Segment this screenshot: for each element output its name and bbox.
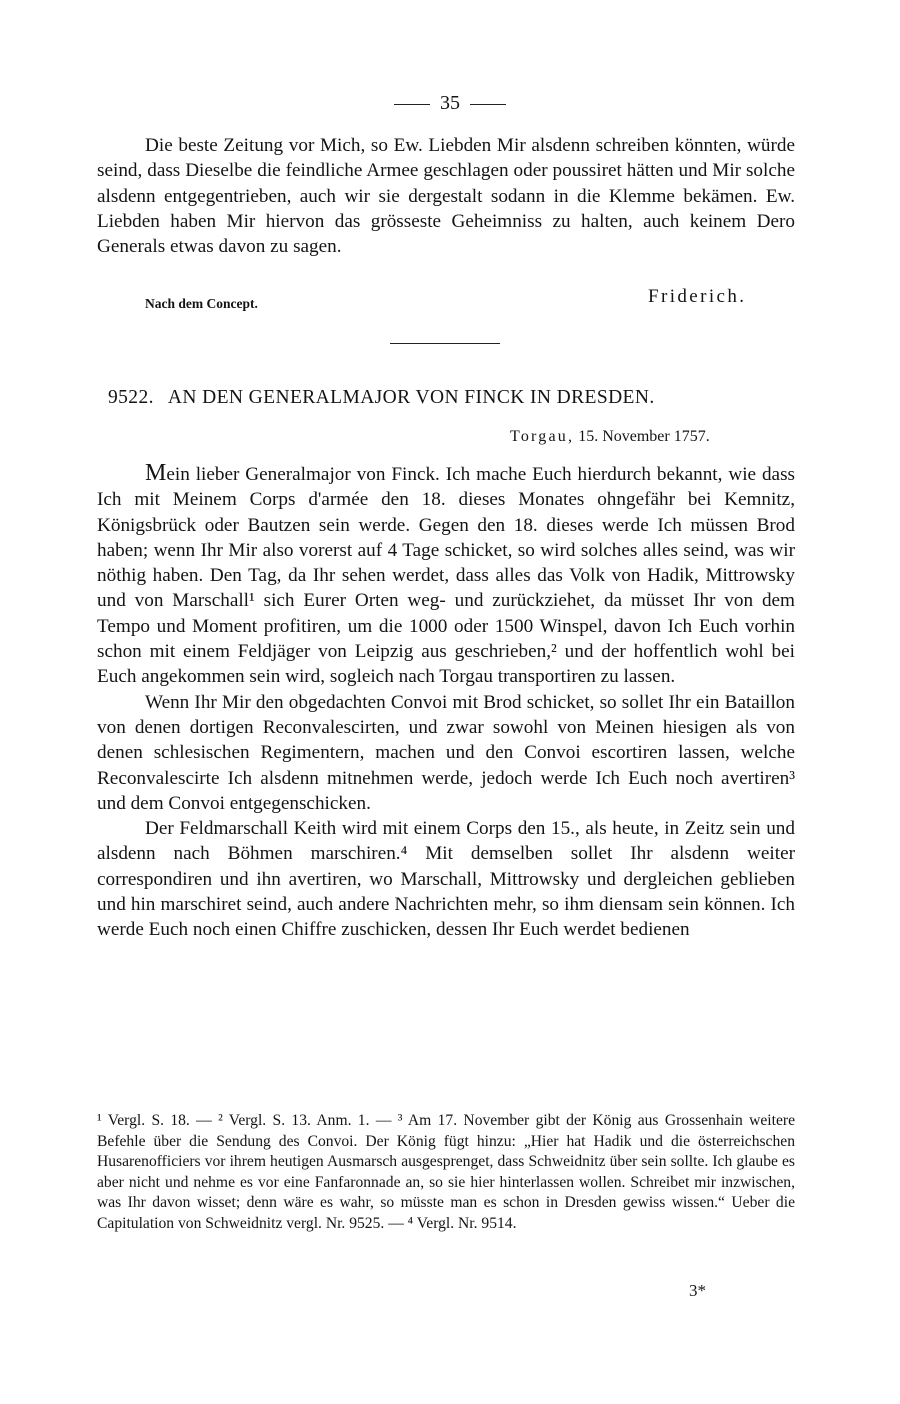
letter-paragraph: Der Feldmarschall Keith wird mit einem Corps den 15., als heute, in Zeitz sein und alsdenn nach Böhmen marschiren.⁴ Mit demselben sollet Ihr alsdenn weiter correspondiren und ihn avertiren, wo Marschall, Mittrowsky und dergleichen geblieben und hin marschiret seind, auch andere Nachrichten mehr, so ihm diensam sein können. Ich werde Euch noch einen Chiffre zuschicken, dessen Ihr Euch werdet bedienen [97, 818, 795, 941]
letter-place: Torgau, [510, 428, 575, 445]
page-number-rule-left [394, 104, 430, 105]
letter-paragraph: Wenn Ihr Mir den obgedachten Convoi mit Brod schicket, so sollet Ihr ein Bataillon von denen dortigen Reconvalescirten, und zwar sowohl von Meinen hiesigen als von denen schlesischen Regimentern, machen und den Convoi escortiren lassen, welche Reconvalescirte Ich alsdenn mitnehmen werde, jedoch werde Ich Euch noch avertiren³ und dem Convoi entgegenschicken. [97, 691, 795, 814]
section-divider [390, 343, 500, 344]
letter-date: 15. November 1757. [578, 428, 710, 445]
footnotes: ¹ Vergl. S. 18. — ² Vergl. S. 13. Anm. 1. — ³ Am 17. November gibt der König aus Grossenhain weitere Befehle über die Sendung des Convoi. Der König fügt hinzu: „Hier hat Hadik und die österreichschen Husarenofficiers vor ihrem heutigen Ausmarsch ausgesprenget, dass Schweidnitz über sein sollte. Ich glaube es aber nicht und nehme es vor eine Fanfaronnade an, so sie hier hinterlassen wollen. Schreibet mir inzwischen, was Ihr davon wisset; denn wäre es wahr, so müsste man es schon in Dresden gewiss wissen.“ Ueber die Capitulation von Schweidnitz vergl. Nr. 9525. — ⁴ Vergl. Nr. 9514. [97, 1112, 795, 1232]
previous-letter-paragraph: Die beste Zeitung vor Mich, so Ew. Liebden Mir alsdenn schreiben könnten, würde seind, dass Dieselbe die feindliche Armee geschlagen oder poussiret hätten und Mir solche alsdenn entgegentrieben, auch wir sie dergestalt sodann in die Klemme bekämen. Ew. Liebden haben Mir hiervon das grösseste Geheimniss zu halten, auch keinem Dero Generals etwas davon zu sagen. [97, 135, 795, 258]
letter-number: 9522. [108, 387, 154, 408]
letter-heading [108, 387, 788, 409]
source-note: Nach dem Concept. [145, 296, 258, 311]
page-number [0, 92, 900, 115]
printer-signature-mark: 3* [689, 1281, 706, 1300]
page-number-rule-right [470, 104, 506, 105]
letter-paragraph: Mein lieber Generalmajor von Finck. Ich mache Euch hierdurch bekannt, wie dass Ich mit Meinem Corps d'armée den 18. dieses Monates ohngefähr bei Kemnitz, Königsbrück oder Bautzen sein werde. Gegen den 18. dieses werde Ich müssen Brod haben; wenn Ihr Mir also vorerst auf 4 Tage schicket, so wird solches alles seind, was wir nöthig haben. Den Tag, da Ihr sehen werdet, dass alles das Volk von Hadik, Mittrowsky und von Marschall¹ sich Eurer Orten weg- und zurückziehet, da müsset Ihr von dem Tempo und Moment profitiren, um die 1000 oder 1500 Winspel, davon Ich Euch vorhin schon mit einem Feldjäger von Leipzig aus geschrieben,² und der hoffentlich wohl bei Euch angekommen sein wird, sogleich nach Torgau transportiren zu lassen. [97, 460, 795, 688]
place-date [510, 428, 710, 446]
previous-letter-end [97, 133, 795, 259]
letter-title: AN DEN GENERALMAJOR VON FINCK IN DRESDEN. [167, 387, 655, 408]
signature: Friderich. [648, 286, 747, 307]
page-number-text: 35 [440, 92, 460, 114]
letter-body [97, 461, 795, 943]
